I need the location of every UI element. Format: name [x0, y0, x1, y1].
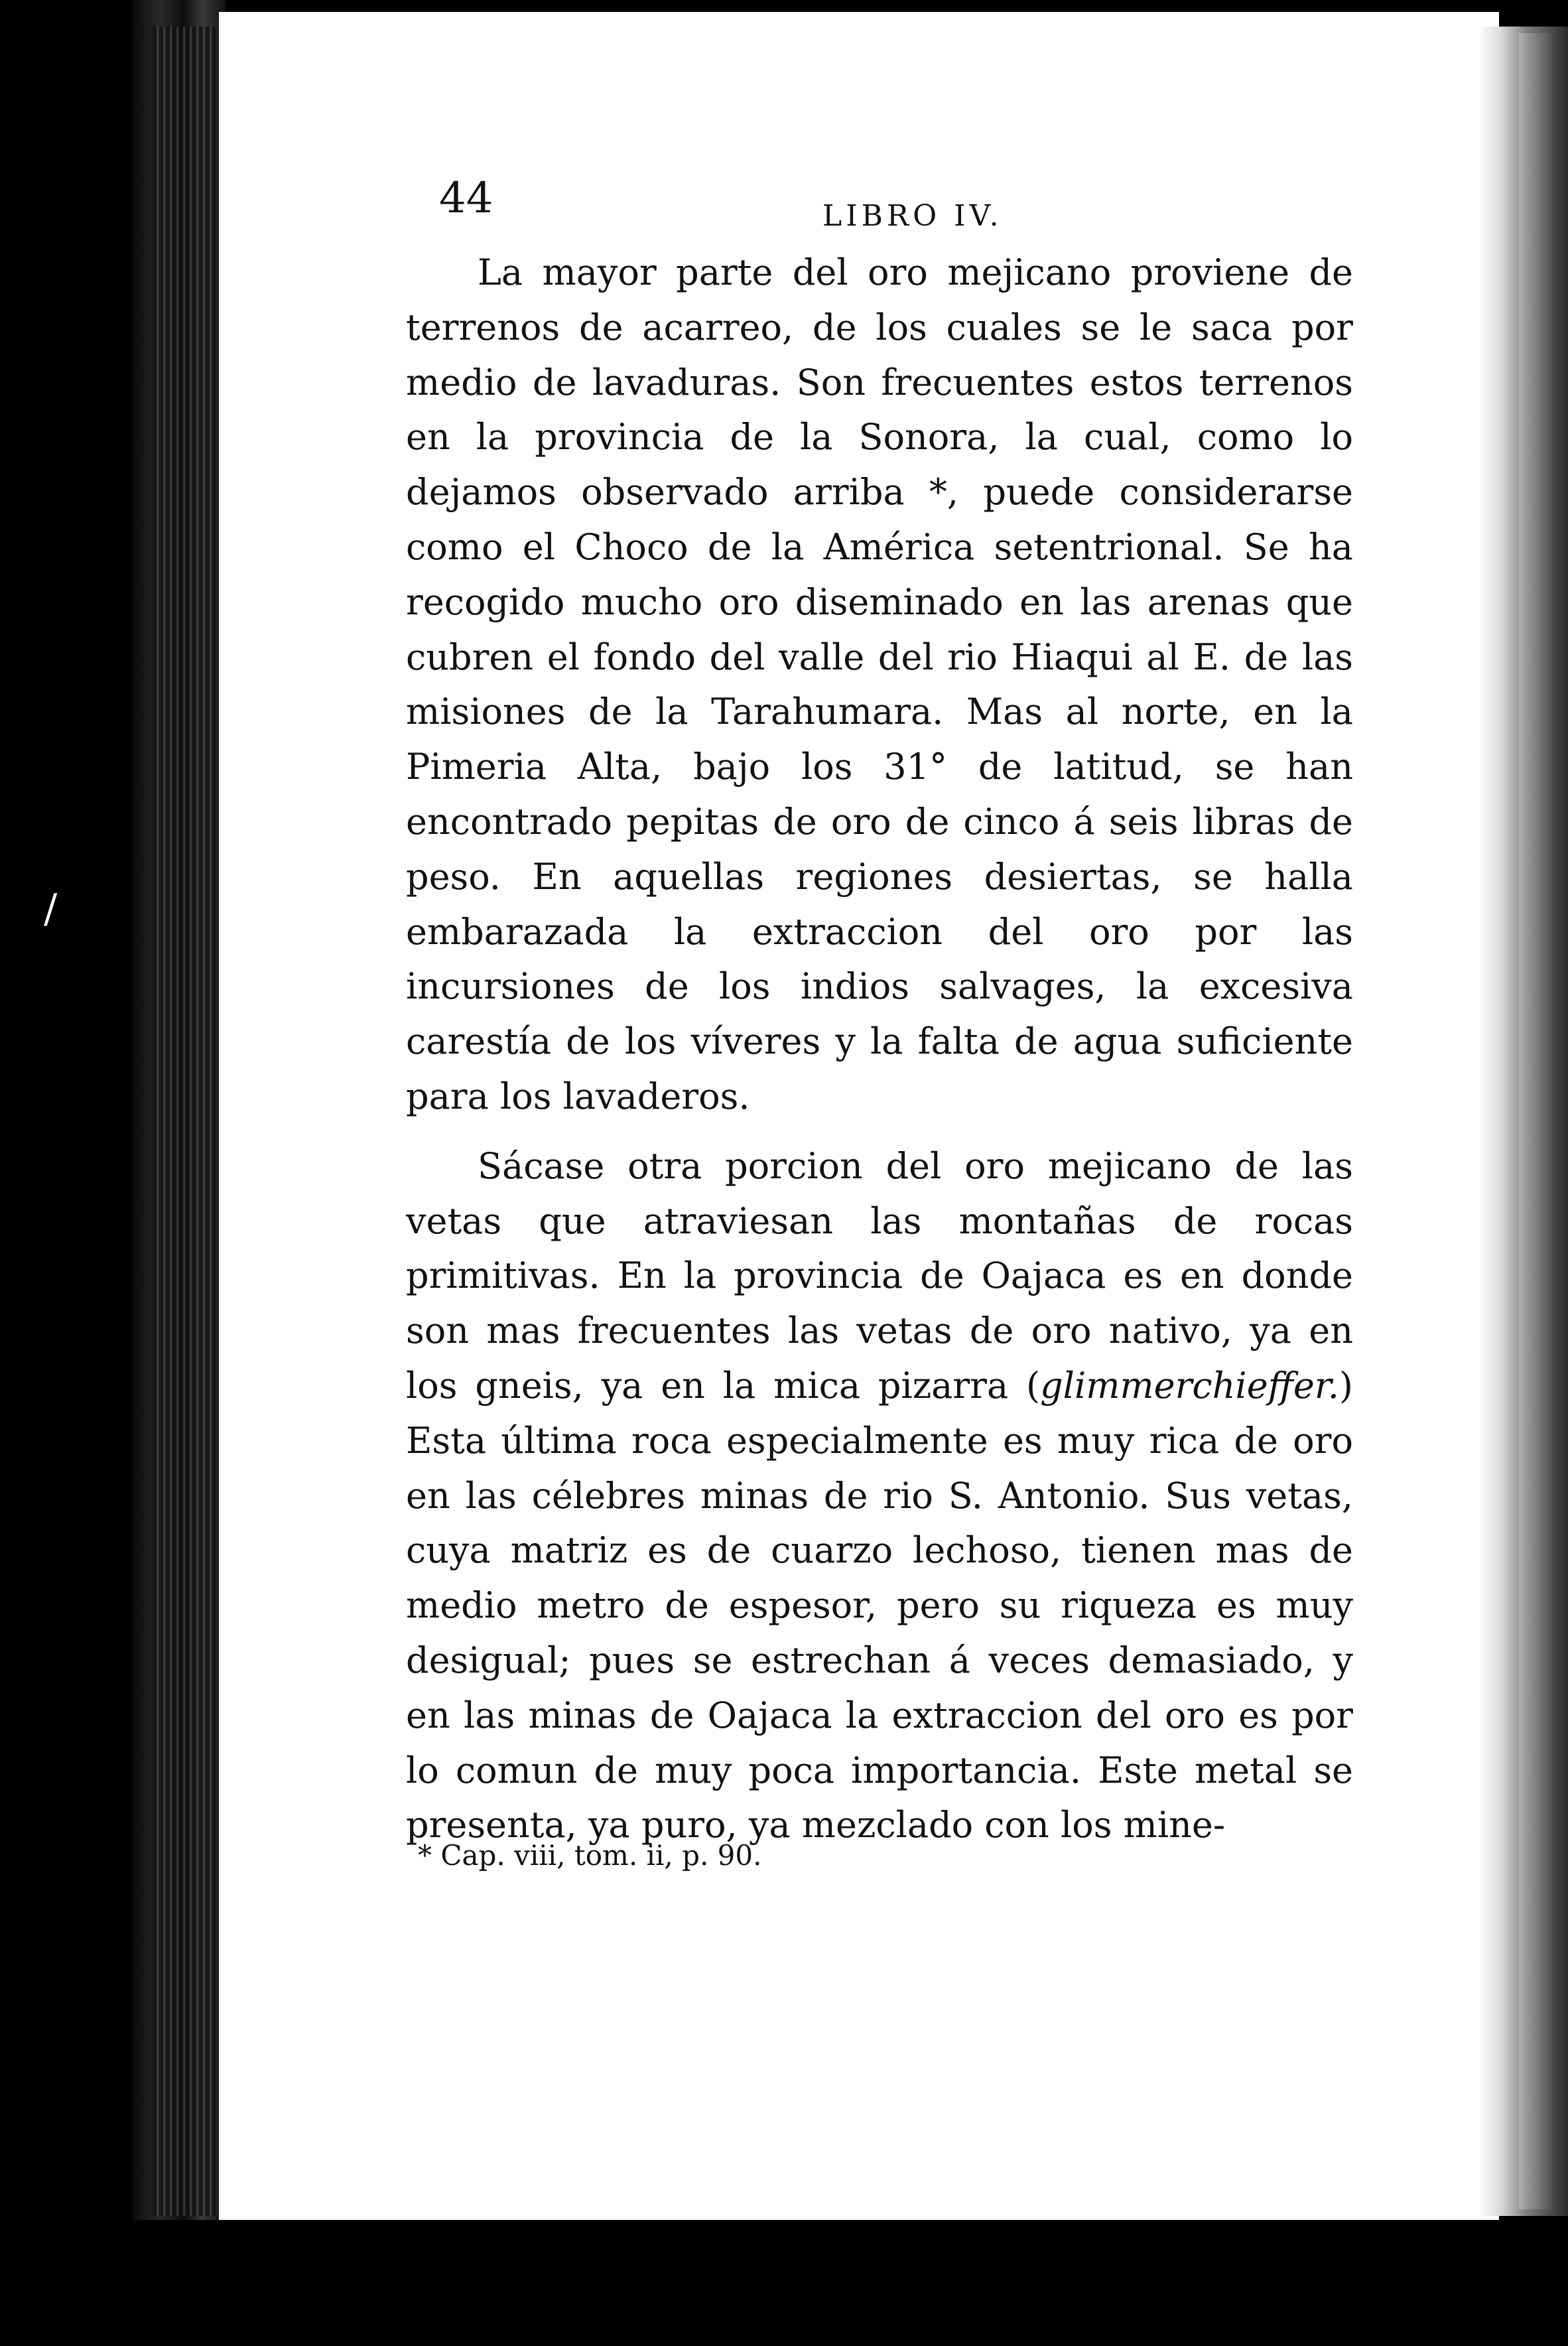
body-text — [406, 245, 1353, 1853]
paragraph-2-part-2: ) Esta última roca especialmente es muy rica de oro en las célebres minas de rio S. Antonio. Sus vetas, cuya matriz es de cuarzo lechoso, tienen mas de medio metro de espesor, pero su riqueza es muy desigual; pues se estrechan á veces demasiado, y en las minas de Oajaca la extraccion del oro es por lo comun de muy poca importancia. Este metal se presenta, ya puro, ya mezclado con los mine- — [406, 1364, 1353, 1846]
paragraph-1: La mayor parte del oro mejicano proviene de terrenos de acarreo, de los cuales se le saca por medio de lavaduras. Son frecuentes estos terrenos en la provincia de la Sonora, la cual, como lo dejamos observado arriba *, puede considerarse como el Choco de la América setentrional. Se ha recogido mucho oro diseminado en las arenas que cubren el fondo del valle del rio Hiaqui al E. de las misiones de la Tarahumara. Mas al norte, en la Pimeria Alta, bajo los 31° de latitud, se han encontrado pepitas de oro de cinco á seis libras de peso. En aquellas regiones desiertas, se halla embarazada la extraccion del oro por las incursiones de los indios salvages, la excesiva carestía de los víveres y la falta de agua suficiente para los lavaderos. — [406, 251, 1353, 1117]
italic-term: glimmerchieffer. — [1040, 1364, 1339, 1407]
facing-page-edge — [1519, 33, 1552, 2209]
footnote: * Cap. viii, tom. ii, p. 90. — [418, 1839, 762, 1872]
page-number: 44 — [439, 174, 493, 223]
edge-mark: / — [44, 886, 58, 932]
paragraph-2-part-1: Sácase otra porcion del oro mejicano de las vetas que atraviesan las montañas de rocas primitivas. En la provincia de Oajaca es en donde son mas frecuentes las vetas de oro nativo, ya en los gneis, ya en la mica pizarra ( — [406, 1144, 1353, 1407]
paragraph-2 — [406, 1139, 1353, 1853]
running-head: LIBRO IV. — [822, 199, 1003, 233]
page-stack-edges — [153, 27, 216, 2216]
scan-bottom-margin — [0, 2220, 1568, 2346]
